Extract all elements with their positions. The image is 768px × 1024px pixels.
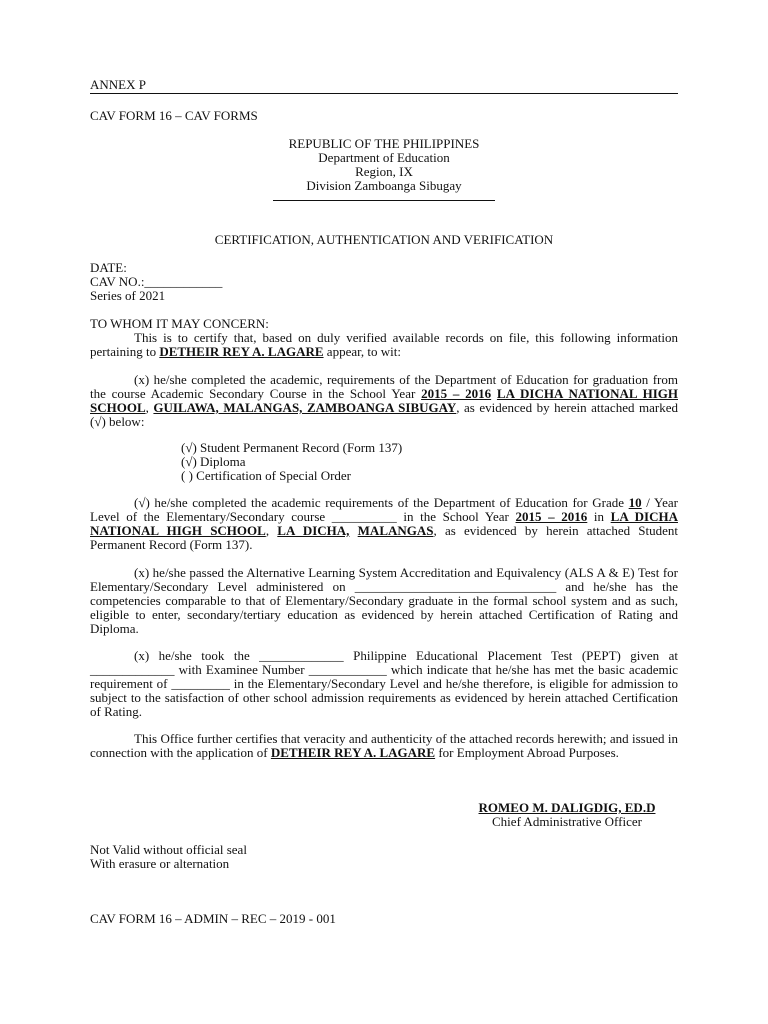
para1-text-1: (x) he/she completed the academic, requirements of the Department of Education for graduation from the course Academic Secondary Course in the School Year (90, 372, 678, 401)
annex-label: ANNEX P (90, 77, 146, 92)
validity-notes (90, 843, 247, 871)
para2-school-year: 2015 – 2016 (515, 509, 588, 524)
para2-space (349, 523, 357, 538)
para1-school-year: 2015 – 2016 (421, 386, 492, 401)
para5-text-1: This Office further certifies that veracity and authenticity of the attached records herewith; and issued in connection with the application of (90, 731, 678, 760)
als-paragraph (90, 566, 678, 636)
student-name: DETHEIR REY A. LAGARE (159, 344, 324, 359)
certification-paragraph (90, 732, 678, 760)
para2-grade: 10 (628, 495, 642, 510)
para1-school-name: LA DICHA NATIONAL HIGH SCHOOL (90, 386, 678, 415)
para2-place-barangay: LA DICHA, (277, 523, 350, 538)
para2-text-6: , as evidenced by herein attached Student Permanent Record (Form 137). (90, 523, 679, 552)
grade-completion-paragraph (90, 496, 678, 552)
para3-text: (x) he/she passed the Alternative Learning System Accreditation and Equivalency (ALS A & E) Test for Elementary/Secondary Level administered on _______________________________ and he/she has the competencies comparable to that of Elementary/Secondary graduate in the formal school system and as such, eligible to enter, secondary/tertiary education as evidenced by herein attached Certification of Rating and Diploma. (90, 565, 678, 636)
intro-paragraph (90, 331, 678, 359)
header-line-department: Department of Education (318, 150, 450, 165)
para2-place-town: MALANGAS (357, 523, 434, 538)
date-field: DATE: (90, 260, 127, 275)
intro-text-1: This is to certify that, based on duly verified available records on file, this following information pertaining to (90, 330, 678, 359)
para1-comma: , (145, 400, 154, 415)
checklist-item-diploma: (√) Diploma (181, 454, 246, 469)
series-field: Series of 2021 (90, 288, 166, 303)
para2-text-3: in (587, 509, 611, 524)
para1-school-address: GUILAWA, MALANGAS, ZAMBOANGA SIBUGAY (153, 400, 457, 415)
attachment-checklist (181, 441, 402, 483)
header-underline (273, 200, 495, 201)
salutation: TO WHOM IT MAY CONCERN: (90, 316, 269, 331)
para2-text-1: (√) he/she completed the academic requirements of the Department of Education for Grade (134, 495, 629, 510)
pept-paragraph (90, 649, 678, 719)
note-erasure: With erasure or alternation (90, 856, 230, 871)
para2-school-name: LA DICHA NATIONAL HIGH SCHOOL (90, 509, 678, 538)
note-official-seal: Not Valid without official seal (90, 842, 247, 857)
para2-text-2: / Year Level of the Elementary/Secondary course __________ in the School Year (90, 495, 678, 524)
applicant-name: DETHEIR REY A. LAGARE (270, 745, 436, 760)
form-title: CAV FORM 16 – CAV FORMS (90, 108, 258, 123)
signatory-block (440, 801, 694, 829)
para4-text: (x) he/she took the _____________ Philippine Educational Placement Test (PEPT) given at _____________ with Examinee Number ____________ which indicate that he/she has met the basic academic requirement of _________ in the Elementary/Secondary Level and he/she therefore, is eligible for admission to subject to the satisfaction of other school admission requirements as evidenced by herein attached Certification of Rating. (90, 648, 678, 719)
para5-text-2: for Employment Abroad Purposes. (435, 745, 619, 760)
cav-number-field: CAV NO.:____________ (90, 274, 223, 289)
graduation-paragraph (90, 373, 678, 429)
footer-form-code: CAV FORM 16 – ADMIN – REC – 2019 - 001 (90, 911, 336, 926)
header-divider (90, 93, 678, 94)
checklist-item-form137: (√) Student Permanent Record (Form 137) (181, 440, 403, 455)
document-title: CERTIFICATION, AUTHENTICATION AND VERIFICATION (214, 232, 554, 247)
agency-header (90, 137, 678, 193)
para1-text-4: , as evidenced by herein attached marked (√) below: (90, 400, 678, 429)
signatory-position: Chief Administrative Officer (492, 814, 642, 829)
document-meta (90, 261, 222, 303)
header-line-region: Region, IX (355, 164, 413, 179)
header-line-republic: REPUBLIC OF THE PHILIPPINES (288, 136, 480, 151)
checklist-item-special-order: ( ) Certification of Special Order (181, 468, 352, 483)
para2-comma: , (265, 523, 278, 538)
header-line-division: Division Zamboanga Sibugay (306, 178, 462, 193)
signatory-name: ROMEO M. DALIGDIG, ED.D (478, 800, 656, 815)
intro-text-2: appear, to wit: (323, 344, 402, 359)
